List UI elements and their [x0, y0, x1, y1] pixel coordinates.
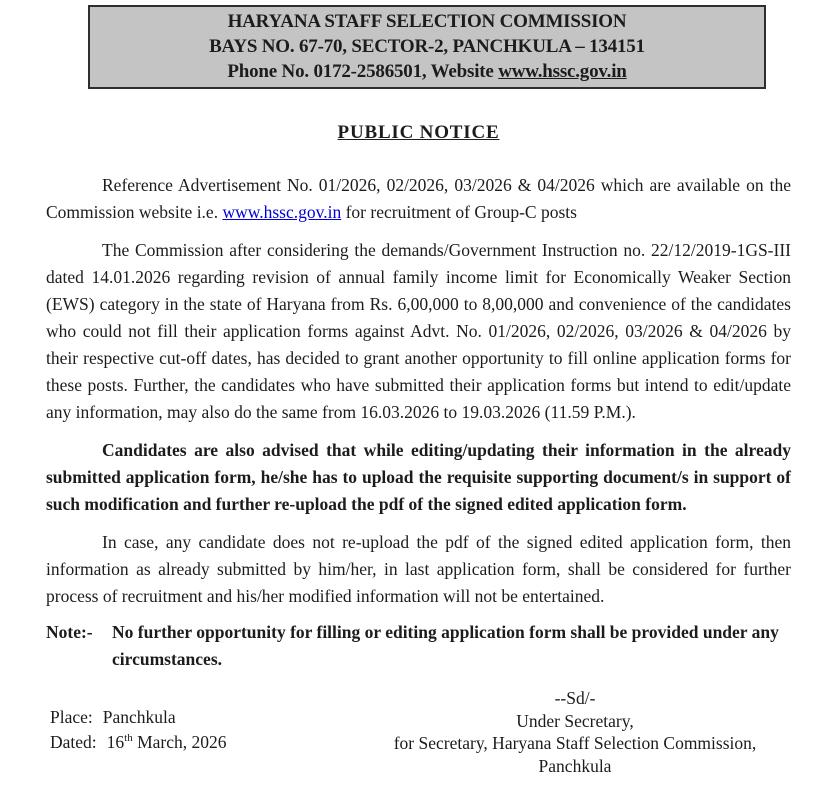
date-rest: March, 2026	[132, 732, 227, 752]
org-name: HARYANA STAFF SELECTION COMMISSION	[227, 11, 627, 32]
dated-line	[50, 730, 227, 755]
note-row	[46, 619, 791, 673]
paragraph-reference-text: Reference Advertisement No. 01/2026, 02/2026, 03/2026 & 04/2026 which are available on the Commission website i.e.	[46, 175, 791, 222]
place-date-block	[50, 705, 227, 755]
signature-footer	[46, 687, 791, 787]
date-day: 16	[106, 732, 125, 752]
paragraph-no-reupload: In case, any candidate does not re-upload the pdf of the signed edited application form, then information as already submitted by him/her, in last application form, shall be considered for further process of recruitment and his/her modified information will not be entertained.	[46, 532, 791, 606]
website-link[interactable]: www.hssc.gov.in	[222, 202, 342, 222]
paragraph-reference	[46, 172, 791, 226]
paragraph-commission-decision: The Commission after considering the demands/Government Instruction no. 22/12/2019-1GS-III dated 14.01.2026 regarding revision of annual family income limit for Economically Weaker Section (EWS) category in the state of Haryana from Rs. 6,00,000 to 8,00,000 and convenience of the candidates who could not fill their application forms against Advt. No. 01/2026, 02/2026, 03/2026 & 04/2026 by their respective cut-off dates, has decided to grant another opportunity to fill online application forms for these posts. Further, the candidates who have submitted their application forms but intend to edit/update any information, may also do the same from 16.03.2026 to 19.03.2026 (11.59 P.M.).	[46, 240, 791, 422]
notice-title: PUBLIC NOTICE	[337, 122, 500, 143]
sd-line: --Sd/-	[554, 688, 596, 708]
place-value: Panchkula	[102, 707, 176, 727]
org-address: BAYS NO. 67-70, SECTOR-2, PANCHKULA – 134151	[209, 36, 645, 57]
note-label: Note:-	[46, 622, 93, 642]
place-line	[50, 705, 227, 730]
letterhead-box	[88, 5, 766, 89]
place-label: Place:	[50, 707, 93, 727]
dated-label: Dated:	[50, 732, 97, 752]
signature-block	[359, 687, 791, 777]
note-text: No further opportunity for filling or editing application form shall be provided under any circumstances.	[112, 622, 779, 669]
on-behalf-line: for Secretary, Haryana Staff Selection Commission,	[393, 733, 757, 753]
paragraph-reference-tail: for recruitment of Group-C posts	[341, 202, 577, 222]
org-contact	[90, 59, 764, 84]
signature-location: Panchkula	[538, 755, 612, 776]
org-contact-text: Phone No. 0172-2586501, Website	[227, 61, 499, 82]
letterhead-website: www.hssc.gov.in	[498, 61, 627, 82]
paragraph-edit-advisory: Candidates are also advised that while editing/updating their information in the already submitted application form, he/she has to upload the requisite supporting document/s in support of such modification and further re-upload the pdf of the signed edited application form.	[46, 440, 791, 514]
designation-line: Under Secretary,	[516, 710, 634, 731]
date-ordinal: th	[124, 732, 133, 745]
